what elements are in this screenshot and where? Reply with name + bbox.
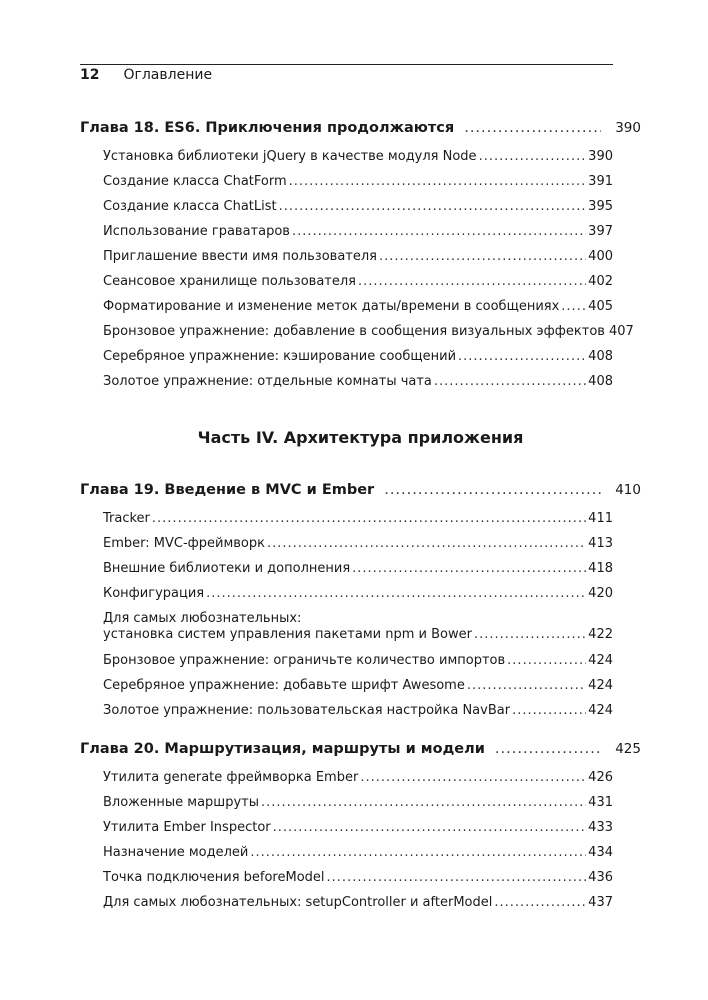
item-title: Использование граватаров [103, 224, 290, 239]
toc-item[interactable] [103, 349, 613, 365]
leader-dots [379, 249, 586, 265]
item-title: Серебряное упражнение: добавьте шрифт Awesome [103, 678, 465, 693]
toc-item[interactable] [103, 224, 613, 240]
item-page: 402 [588, 274, 613, 289]
leader-dots [474, 627, 586, 643]
item-page: 431 [588, 795, 613, 810]
toc-item[interactable] [103, 561, 613, 577]
toc-item[interactable] [103, 770, 613, 786]
item-page: 413 [588, 536, 613, 551]
item-title: Внешние библиотеки и дополнения [103, 561, 351, 576]
leader-dots [152, 511, 586, 527]
leader-dots [358, 274, 586, 290]
item-title: Назначение моделей [103, 845, 249, 860]
item-page: 433 [588, 820, 613, 835]
leader-dots [479, 149, 587, 165]
page-number: 12 [80, 67, 100, 83]
item-page: 400 [588, 249, 613, 264]
item-page: 436 [588, 870, 613, 885]
toc-item[interactable] [103, 149, 613, 165]
item-page: 405 [588, 299, 613, 314]
toc-item[interactable] [103, 653, 613, 669]
leader-dots [250, 845, 586, 861]
item-title: Конфигурация [103, 586, 205, 601]
item-title: Золотое упражнение: отдельные комнаты чата [103, 374, 432, 389]
leader-dots [292, 224, 586, 240]
item-title: Золотое упражнение: пользовательская настройка NavBar [103, 703, 511, 718]
toc-item[interactable] [103, 299, 613, 315]
toc-item[interactable] [103, 820, 613, 836]
leader-dots [495, 741, 601, 757]
toc-item[interactable] [103, 870, 613, 886]
item-page: 422 [588, 627, 613, 642]
chapter-page: 425 [615, 741, 641, 757]
toc-item[interactable] [103, 274, 613, 290]
item-title: Утилита Ember Inspector [103, 820, 271, 835]
item-title: Точка подключения beforeModel [103, 870, 325, 885]
leader-dots [434, 374, 586, 390]
item-title: Бронзовое упражнение: добавление в сообщения визуальных эффектов [103, 324, 605, 339]
toc-item[interactable] [103, 374, 613, 390]
item-title: Серебряное упражнение: кэширование сообщений [103, 349, 457, 364]
item-page: 408 [588, 374, 613, 389]
toc-chapter-18[interactable] [80, 120, 641, 136]
item-page: 390 [588, 149, 613, 164]
item-title: Для самых любознательных: setupController и afterModel [103, 895, 493, 910]
leader-dots [327, 870, 587, 886]
toc-item[interactable] [103, 174, 613, 190]
item-title: Вложенные маршруты [103, 795, 259, 810]
item-title: Установка библиотеки jQuery в качестве модуля Node [103, 149, 477, 164]
item-page: 411 [588, 511, 613, 526]
toc-chapter-20[interactable] [80, 741, 641, 757]
chapter-title: Глава 18. ES6. Приключения продолжаются [80, 120, 455, 136]
chapter-page: 390 [615, 120, 641, 136]
item-page: 397 [588, 224, 613, 239]
item-title: Форматирование и изменение меток даты/времени в сообщениях [103, 299, 560, 314]
toc-item[interactable] [103, 324, 634, 340]
toc-item[interactable] [103, 199, 613, 215]
item-title-line1: Для самых любознательных: [103, 611, 302, 626]
leader-dots [261, 795, 586, 811]
item-page: 424 [588, 678, 613, 693]
leader-dots [467, 678, 586, 694]
item-title: Утилита generate фреймворка Ember [103, 770, 359, 785]
toc-item-multiline[interactable] [103, 611, 613, 643]
leader-dots [352, 561, 586, 577]
chapter-title: Глава 19. Введение в MVC и Ember [80, 482, 375, 498]
leader-dots [494, 895, 586, 911]
chapter-page: 410 [615, 482, 641, 498]
leader-dots [206, 586, 586, 602]
leader-dots [561, 299, 586, 315]
item-title: Сеансовое хранилище пользователя [103, 274, 356, 289]
leader-dots [512, 703, 586, 719]
toc-item[interactable] [103, 795, 613, 811]
item-page: 424 [588, 703, 613, 718]
running-header [80, 67, 613, 87]
item-title: Создание класса ChatForm [103, 174, 287, 189]
item-title: Tracker [103, 511, 150, 526]
item-page: 434 [588, 845, 613, 860]
toc-item[interactable] [103, 586, 613, 602]
toc-item[interactable] [103, 678, 613, 694]
leader-dots [273, 820, 587, 836]
item-title: Ember: MVC-фреймворк [103, 536, 265, 551]
item-page: 408 [588, 349, 613, 364]
item-page: 391 [588, 174, 613, 189]
chapter-title: Глава 20. Маршрутизация, маршруты и модели [80, 741, 485, 757]
header-rule [80, 64, 613, 65]
leader-dots [384, 482, 601, 498]
item-page: 437 [588, 895, 613, 910]
item-page: 424 [588, 653, 613, 668]
toc-chapter-19[interactable] [80, 482, 641, 498]
item-title-line2: установка систем управления пакетами npm и Bower [103, 627, 472, 642]
toc-item[interactable] [103, 703, 613, 719]
leader-dots [279, 199, 587, 215]
item-title: Бронзовое упражнение: ограничьте количество импортов [103, 653, 506, 668]
leader-dots [458, 349, 586, 365]
toc-item[interactable] [103, 511, 613, 527]
toc-item[interactable] [103, 845, 613, 861]
item-page: 407 [608, 324, 634, 339]
leader-dots [464, 120, 601, 136]
item-page: 395 [588, 199, 613, 214]
item-title-row [103, 627, 613, 643]
leader-dots [360, 770, 586, 786]
item-page: 426 [588, 770, 613, 785]
item-page: 420 [588, 586, 613, 601]
leader-dots [267, 536, 586, 552]
leader-dots [289, 174, 587, 190]
item-title: Приглашение ввести имя пользователя [103, 249, 378, 264]
section-title: Оглавление [123, 67, 213, 83]
part-heading: Часть IV. Архитектура приложения [197, 428, 524, 447]
item-page: 418 [588, 561, 613, 576]
toc-item[interactable] [103, 536, 613, 552]
leader-dots [507, 653, 586, 669]
item-title: Создание класса ChatList [103, 199, 277, 214]
toc-item[interactable] [103, 249, 613, 265]
toc-item[interactable] [103, 895, 613, 911]
